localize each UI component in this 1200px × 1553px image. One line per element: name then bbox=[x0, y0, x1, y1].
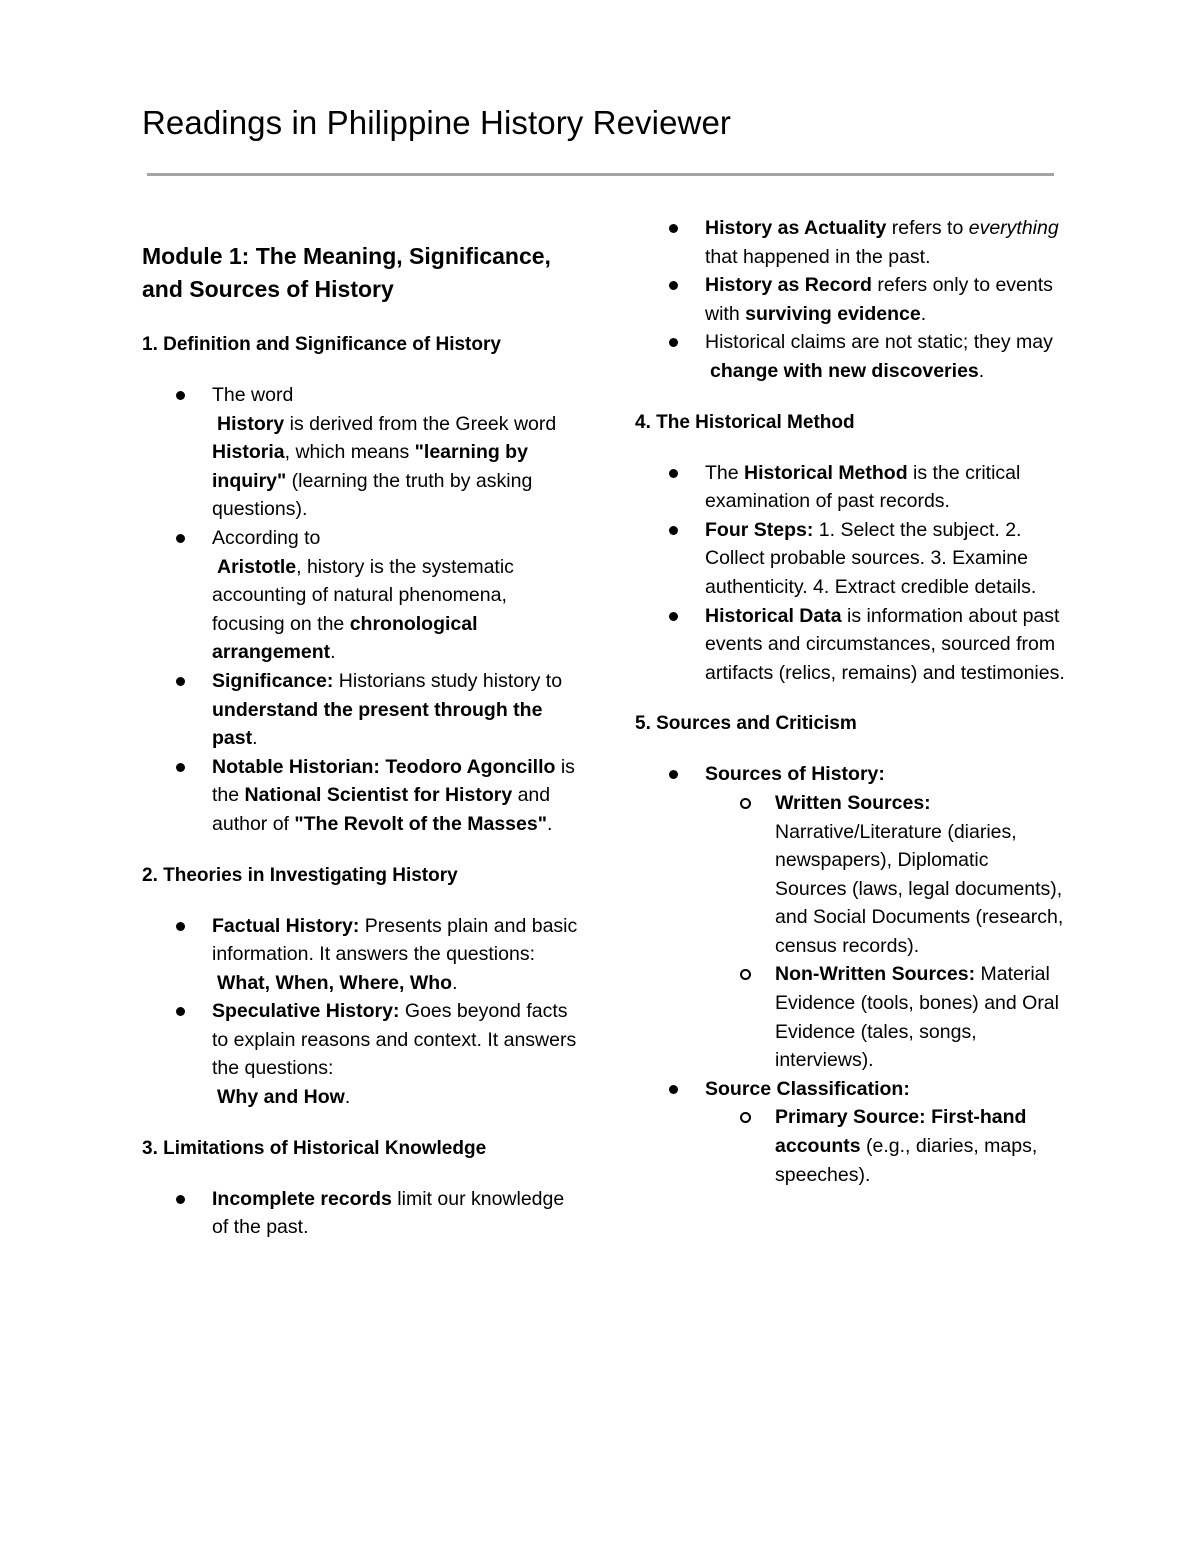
text: . bbox=[344, 1086, 351, 1109]
section-1-heading: 1. Definition and Significance of History bbox=[142, 334, 501, 355]
term-historical-method: Historical Method bbox=[744, 461, 908, 484]
term-historical-data: Historical Data bbox=[705, 604, 842, 627]
list-item bbox=[635, 760, 1065, 1075]
label-incomplete-records: Incomplete records bbox=[212, 1187, 392, 1210]
section-3-list bbox=[142, 1185, 582, 1242]
document-title: Readings in Philippine History Reviewer bbox=[142, 104, 732, 141]
list-item bbox=[142, 912, 582, 998]
text: (e.g., diaries, maps, speeches). bbox=[775, 1135, 1038, 1186]
text: Goes beyond facts to explain reasons and context. It answers the questions: bbox=[212, 1000, 577, 1080]
text: Historians study history to bbox=[333, 669, 563, 692]
section-3-heading: 3. Limitations of Historical Knowledge bbox=[142, 1137, 487, 1159]
text: that happened in the past. bbox=[705, 245, 931, 268]
section-1-list bbox=[142, 381, 582, 839]
text: . bbox=[252, 727, 258, 750]
text: is the critical examination of past records. bbox=[705, 461, 1021, 513]
book-title: "The Revolt of the Masses" bbox=[294, 812, 547, 835]
label-four-steps: Four Steps: bbox=[705, 518, 814, 541]
term-aristotle: Aristotle bbox=[217, 555, 297, 578]
text: (learning the truth by asking questions). bbox=[212, 469, 533, 521]
label-history-as-actuality: History as Actuality bbox=[705, 217, 887, 239]
text: The word bbox=[212, 384, 294, 406]
label-primary-source: Primary Source: First-hand accounts bbox=[775, 1106, 1027, 1158]
text: , history is the systematic accounting of natural phenomena, focusing on the bbox=[212, 555, 514, 635]
text: The bbox=[705, 461, 745, 484]
list-item bbox=[635, 214, 1065, 271]
list-item bbox=[142, 997, 582, 1111]
text: Material Evidence (tools, bones) and Oral Evidence (tales, songs, interviews). bbox=[775, 963, 1059, 1072]
label-non-written-sources: Non-Written Sources: bbox=[775, 963, 976, 986]
list-item bbox=[142, 1185, 582, 1242]
label-history-as-record: History as Record bbox=[705, 274, 872, 297]
text: is derived from the Greek word bbox=[284, 412, 557, 435]
text: Presents plain and basic information. It answers the questions: bbox=[212, 914, 578, 966]
section-2-list bbox=[142, 912, 582, 1112]
text: . bbox=[452, 971, 458, 994]
term-history: History bbox=[217, 412, 285, 435]
emphasis: understand the present through the past bbox=[212, 698, 543, 750]
section-5-list bbox=[635, 760, 1065, 1189]
module-heading: Module 1: The Meaning, Significance, and Sources of History bbox=[142, 243, 551, 302]
list-item bbox=[635, 459, 1065, 516]
text: and author of bbox=[212, 784, 551, 835]
label-notable-historian: Notable Historian: Teodoro Agoncillo bbox=[212, 755, 556, 778]
list-item bbox=[142, 524, 582, 667]
emphasis: change with new discoveries bbox=[710, 359, 979, 382]
text: , which means bbox=[284, 441, 415, 464]
list-item bbox=[142, 381, 582, 524]
list-item bbox=[142, 667, 582, 753]
section-4-list bbox=[635, 459, 1065, 688]
sub-list bbox=[705, 1103, 1065, 1189]
label-sources-of-history: Sources of History: bbox=[705, 763, 885, 786]
term-chronological-arrangement: chronological arrangement bbox=[212, 612, 478, 664]
text: is the bbox=[212, 755, 575, 807]
emphasis: What, When, Where, Who bbox=[217, 971, 453, 994]
label-written-sources: Written Sources: bbox=[775, 791, 931, 814]
list-item bbox=[635, 516, 1065, 602]
section-5-heading: 5. Sources and Criticism bbox=[635, 713, 857, 735]
text: limit our knowledge of the past. bbox=[212, 1187, 565, 1239]
list-item bbox=[635, 271, 1065, 328]
text: . bbox=[920, 302, 927, 325]
list-item bbox=[635, 328, 1065, 385]
emphasis: Why and How bbox=[217, 1086, 345, 1109]
text: 1. Select the subject. 2. Collect probable sources. 3. Examine authenticity. 4. Extract credible details. bbox=[705, 518, 1037, 598]
section-3-list-continued bbox=[635, 214, 1065, 386]
list-item bbox=[635, 602, 1065, 688]
text: Narrative/Literature (diaries, newspapers), Diplomatic Sources (laws, legal documents), and Social Documents (research, census records). bbox=[775, 820, 1064, 957]
label-significance: Significance: bbox=[212, 669, 334, 692]
label-speculative-history: Speculative History: bbox=[212, 1000, 400, 1023]
section-4-heading: 4. The Historical Method bbox=[635, 411, 855, 433]
list-item bbox=[142, 753, 582, 839]
emphasis: National Scientist for History bbox=[244, 784, 513, 807]
emphasis: surviving evidence bbox=[745, 302, 921, 325]
text: According to bbox=[212, 526, 321, 549]
text: . bbox=[330, 641, 336, 664]
sub-list bbox=[705, 789, 1065, 1075]
label-source-classification: Source Classification: bbox=[705, 1077, 910, 1100]
sub-list-item bbox=[705, 1103, 1065, 1189]
label-factual-history: Factual History: bbox=[212, 914, 360, 937]
title-divider bbox=[147, 173, 1054, 176]
left-column bbox=[142, 240, 582, 1242]
text: . bbox=[546, 812, 553, 835]
term-learning-by-inquiry: "learning by inquiry" bbox=[212, 441, 528, 492]
list-item bbox=[635, 1075, 1065, 1189]
text: Historical claims are not static; they may bbox=[705, 331, 1053, 354]
right-column bbox=[635, 214, 1065, 1189]
sub-list-item bbox=[705, 789, 1065, 961]
section-2-heading: 2. Theories in Investigating History bbox=[142, 864, 458, 886]
text: . bbox=[978, 359, 985, 382]
text: refers to bbox=[886, 217, 969, 239]
sub-list-item bbox=[705, 960, 1065, 1074]
text: is information about past events and circumstances, sourced from artifacts (relics, remains) and testimonies. bbox=[705, 604, 1065, 684]
emphasis-italic: everything bbox=[968, 217, 1059, 239]
text: refers only to events with bbox=[705, 274, 1053, 325]
term-historia: Historia bbox=[212, 441, 285, 464]
